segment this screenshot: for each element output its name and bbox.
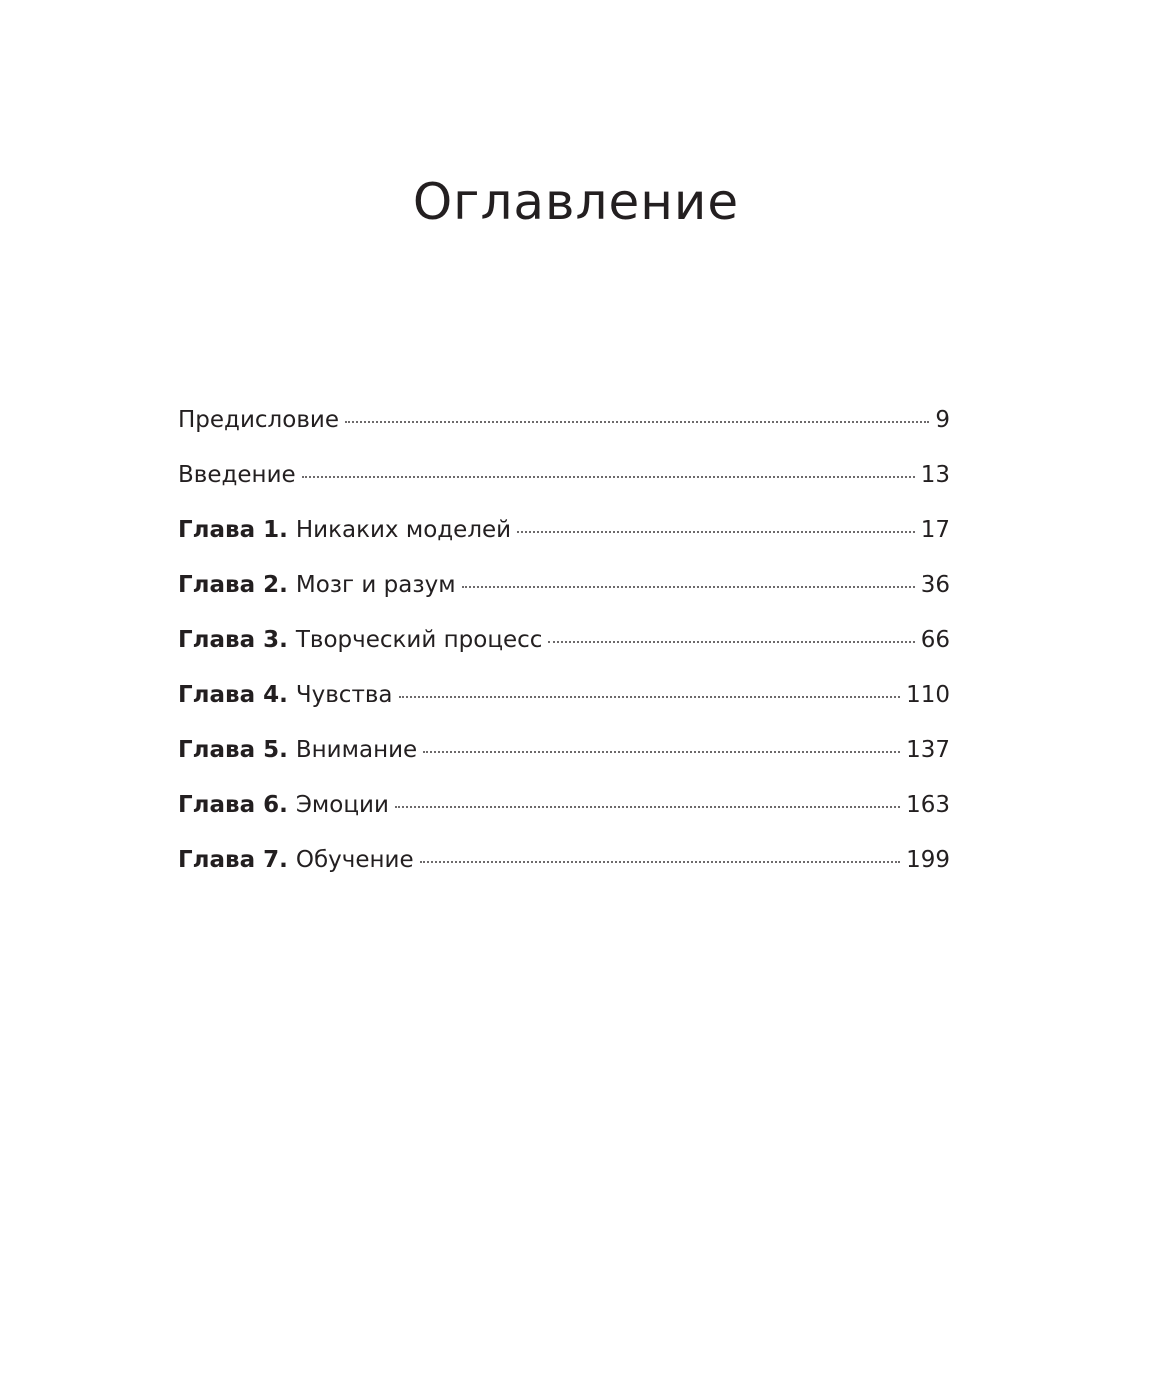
toc-chapter-number: Глава 5. bbox=[178, 737, 288, 763]
toc-entry-title: Введение bbox=[178, 462, 296, 488]
toc-entry-chapter-7[interactable] bbox=[178, 840, 950, 895]
toc-entry-title: Чувства bbox=[295, 682, 393, 708]
toc-page-number: 137 bbox=[906, 737, 950, 763]
page-title: Оглавление bbox=[412, 173, 740, 231]
toc-page-number: 9 bbox=[935, 407, 950, 433]
dot-leader bbox=[395, 806, 900, 808]
toc-entry-title: Мозг и разум bbox=[295, 572, 456, 598]
toc-page-number: 66 bbox=[920, 627, 950, 653]
toc-page-number: 17 bbox=[920, 517, 950, 543]
dot-leader bbox=[517, 531, 915, 533]
toc-entry-chapter-5[interactable] bbox=[178, 730, 950, 785]
toc-chapter-number: Глава 7. bbox=[178, 847, 288, 873]
toc-page-number: 163 bbox=[906, 792, 950, 818]
toc-chapter-number: Глава 1. bbox=[178, 517, 288, 543]
toc-entry-title: Предисловие bbox=[178, 407, 339, 433]
toc-entry-chapter-3[interactable] bbox=[178, 620, 950, 675]
toc-page-number: 13 bbox=[920, 462, 950, 488]
toc-entry-chapter-6[interactable] bbox=[178, 785, 950, 840]
toc-page-number: 199 bbox=[906, 847, 950, 873]
toc-entry-chapter-2[interactable] bbox=[178, 565, 950, 620]
dot-leader bbox=[423, 751, 900, 753]
toc-chapter-number: Глава 4. bbox=[178, 682, 288, 708]
dot-leader bbox=[302, 476, 915, 478]
toc-entry-introduction[interactable] bbox=[178, 455, 950, 510]
toc-chapter-number: Глава 6. bbox=[178, 792, 288, 818]
toc-entry-title: Никаких моделей bbox=[295, 517, 512, 543]
dot-leader bbox=[548, 641, 914, 643]
toc-chapter-number: Глава 3. bbox=[178, 627, 288, 653]
dot-leader bbox=[420, 861, 900, 863]
toc-chapter-number: Глава 2. bbox=[178, 572, 288, 598]
toc-entry-title: Творческий процесс bbox=[295, 627, 543, 653]
toc-entry-preface[interactable] bbox=[178, 400, 950, 455]
toc-entry-title: Внимание bbox=[295, 737, 418, 763]
dot-leader bbox=[462, 586, 915, 588]
toc-entry-title: Обучение bbox=[295, 847, 414, 873]
table-of-contents bbox=[178, 400, 950, 895]
toc-page-number: 110 bbox=[906, 682, 950, 708]
toc-entry-chapter-4[interactable] bbox=[178, 675, 950, 730]
toc-page-number: 36 bbox=[920, 572, 950, 598]
toc-entry-title: Эмоции bbox=[295, 792, 389, 818]
toc-entry-chapter-1[interactable] bbox=[178, 510, 950, 565]
dot-leader bbox=[345, 421, 929, 423]
dot-leader bbox=[399, 696, 901, 698]
